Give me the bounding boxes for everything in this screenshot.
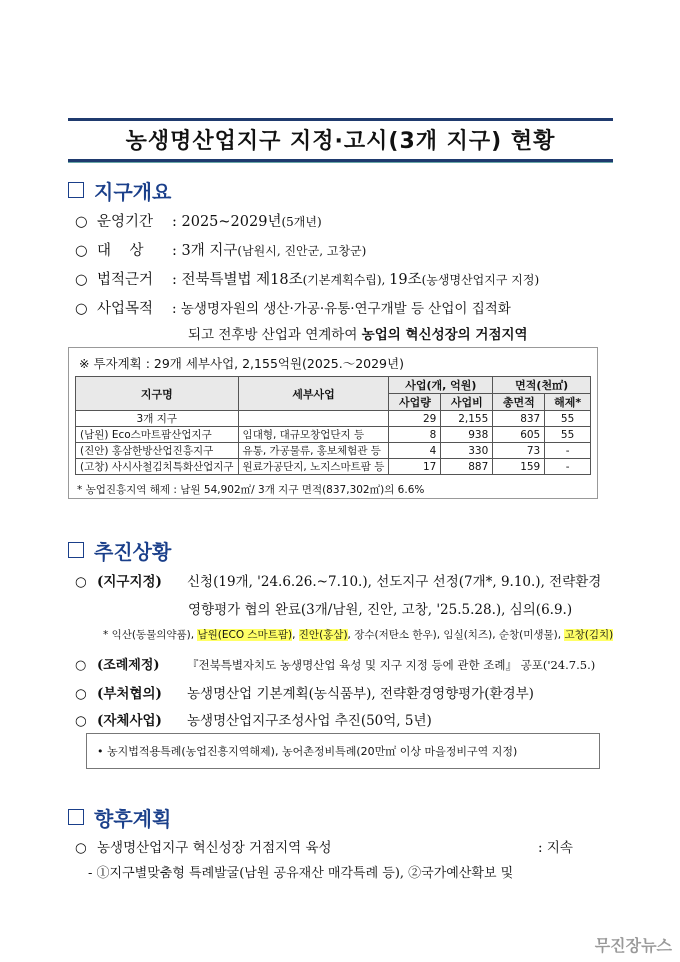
- progress-designation-continued: 영향평가 협의 완료(3개/남원, 진안, 고창, '25.5.28.), 심의(6.9.): [188, 602, 573, 618]
- title-block: [68, 118, 613, 162]
- watermark-logo: 무진장뉴스: [594, 936, 672, 955]
- special-provisions-note: • 농지법적용특례(농업진흥지역해제), 농어촌정비특례(20만㎡ 이상 마을정비구역 지정): [97, 745, 518, 758]
- investment-table: [75, 376, 591, 475]
- checkbox-square-icon: [68, 182, 84, 198]
- title-rule-accent: [68, 162, 613, 163]
- plan-row-status: : 지속: [538, 840, 573, 856]
- th-area: 면적(천㎡): [493, 377, 591, 394]
- plan-row-detail: - ①지구별맞춤형 특례발굴(남원 공유재산 매각특례 등), ②국가예산확보 및: [88, 866, 514, 881]
- special-provisions-note-box: [86, 733, 600, 769]
- th-cost: 사업비: [441, 394, 493, 411]
- progress-designation-note: * 익산(동물의약품), 남원(ECO 스마트팜), 진안(홍삼), 장수(저탄소 한우), 임실(치즈), 순창(미생물), 고창(김치): [103, 629, 614, 641]
- th-total-area: 총면적: [493, 394, 545, 411]
- section-overview-heading: 지구개요: [68, 176, 171, 205]
- th-count: 사업량: [389, 394, 441, 411]
- checkbox-square-icon: [68, 542, 84, 558]
- overview-row-period: ○ 운영기간 : 2025~2029년(5개년): [75, 214, 322, 230]
- overview-row-purpose: ○ 사업목적 : 농생명자원의 생산·가공·유통·연구개발 등 산업이 집적화: [75, 301, 511, 317]
- th-released: 해제*: [545, 394, 591, 411]
- table-row: (고창) 사시사철김치특화산업지구 원료가공단지, 노지스마트팜 등 17 887 159 -: [76, 459, 591, 475]
- th-project: 세부사업: [238, 377, 389, 411]
- th-district: 지구명: [76, 377, 239, 411]
- progress-row-ordinance: ○ (조례제정) 『전북특별자치도 농생명산업 육성 및 지구 지정 등에 관한 조례』 공포('24.7.5.): [75, 658, 596, 673]
- th-biz: 사업(개, 억원): [389, 377, 493, 394]
- page-title: 농생명산업지구 지정·고시(3개 지구) 현황: [125, 129, 556, 154]
- investment-caption: ※ 투자계획 : 29개 세부사업, 2,155억원(2025.～2029년): [79, 356, 404, 371]
- table-row: (진안) 홍삼한방산업진흥지구 유통, 가공물류, 홍보체험관 등 4 330 73 -: [76, 443, 591, 459]
- investment-plan-box: [68, 347, 598, 499]
- progress-row-consultation: ○ (부처협의) 농생명산업 기본계획(농식품부), 전략환경영향평가(환경부): [75, 686, 534, 702]
- progress-row-designation: ○ (지구지정) 신청(19개, '24.6.26.~7.10.), 선도지구 선정(7개*, 9.10.), 전략환경: [75, 574, 602, 590]
- table-row: (남원) Eco스마트팜산업지구 임대형, 대규모창업단지 등 8 938 605 55: [76, 427, 591, 443]
- overview-row-target: ○ 대 상 : 3개 지구(남원시, 진안군, 고창군): [75, 243, 367, 259]
- title-rule-top: [68, 118, 613, 121]
- progress-row-own-project: ○ (자체사업) 농생명산업지구조성사업 추진(50억, 5년): [75, 713, 432, 729]
- section-plan-heading: 향후계획: [68, 803, 171, 832]
- checkbox-square-icon: [68, 809, 84, 825]
- section-progress-heading: 추진상황: [68, 536, 171, 565]
- investment-footnote: * 농업진흥지역 해제 : 남원 54,902㎡/ 3개 지구 면적(837,302㎡)의 6.6%: [77, 484, 425, 496]
- table-row: 3개 지구 29 2,155 837 55: [76, 411, 591, 427]
- overview-row-legal: ○ 법적근거 : 전북특별법 제18조(기본계획수립), 19조(농생명산업지구 지정): [75, 272, 540, 288]
- plan-row-growth: ○ 농생명산업지구 혁신성장 거점지역 육성: [75, 840, 332, 856]
- overview-purpose-continued: 되고 전후방 산업과 연계하여 농업의 혁신성장의 거점지역: [188, 327, 528, 343]
